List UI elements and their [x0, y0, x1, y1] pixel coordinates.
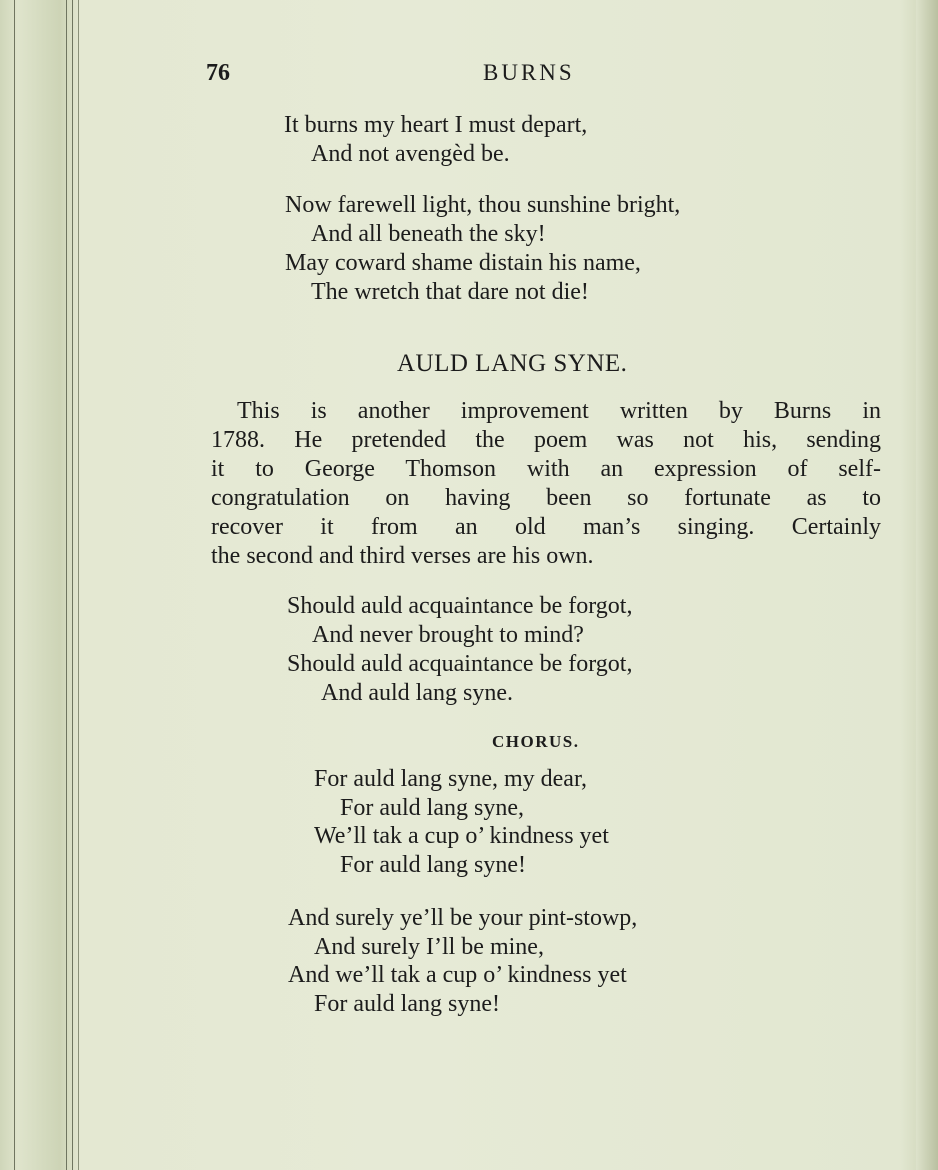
chorus-line: For auld lang syne! [340, 852, 526, 878]
intro-line: recover it from an old man’s singing. Certainly [211, 514, 881, 540]
page-edge [916, 0, 938, 1170]
chorus-label: CHORUS. [492, 732, 580, 751]
poem-line: And not avengèd be. [311, 141, 510, 167]
poem-title: AULD LANG SYNE. [397, 350, 628, 377]
verse-line: And auld lang syne. [321, 680, 513, 706]
intro-line: it to George Thomson with an expression of self- [211, 456, 881, 482]
verse-line: Should auld acquaintance be forgot, [287, 593, 633, 619]
spine-line [14, 0, 15, 1170]
poem-line: Now farewell light, thou sunshine bright, [285, 192, 681, 218]
running-title: BURNS [483, 60, 575, 85]
verse-line: Should auld acquaintance be forgot, [287, 651, 633, 677]
poem-line: And all beneath the sky! [311, 221, 546, 247]
chorus-line: For auld lang syne, [340, 795, 524, 821]
spine-line [78, 0, 79, 1170]
verse-line: And surely ye’ll be your pint-stowp, [288, 905, 638, 931]
verse-line: And we’ll tak a cup o’ kindness yet [288, 962, 627, 988]
verse-line: And surely I’ll be mine, [314, 934, 544, 960]
chorus-line: We’ll tak a cup o’ kindness yet [314, 823, 609, 849]
poem-line: May coward shame distain his name, [285, 250, 641, 276]
intro-line: congratulation on having been so fortunate as to [211, 485, 881, 511]
page-header [0, 58, 938, 92]
verse-line: For auld lang syne! [314, 991, 500, 1017]
chorus-line: For auld lang syne, my dear, [314, 766, 587, 792]
verse-line: And never brought to mind? [312, 622, 584, 648]
page-number: 76 [206, 60, 230, 86]
poem-line: The wretch that dare not die! [311, 279, 589, 305]
spine-line [66, 0, 67, 1170]
intro-line: This is another improvement written by Burns in [237, 398, 881, 424]
spine-line [72, 0, 73, 1170]
intro-line: the second and third verses are his own. [211, 543, 594, 569]
intro-line: 1788. He pretended the poem was not his, sending [211, 427, 881, 453]
poem-line: It burns my heart I must depart, [284, 112, 588, 138]
